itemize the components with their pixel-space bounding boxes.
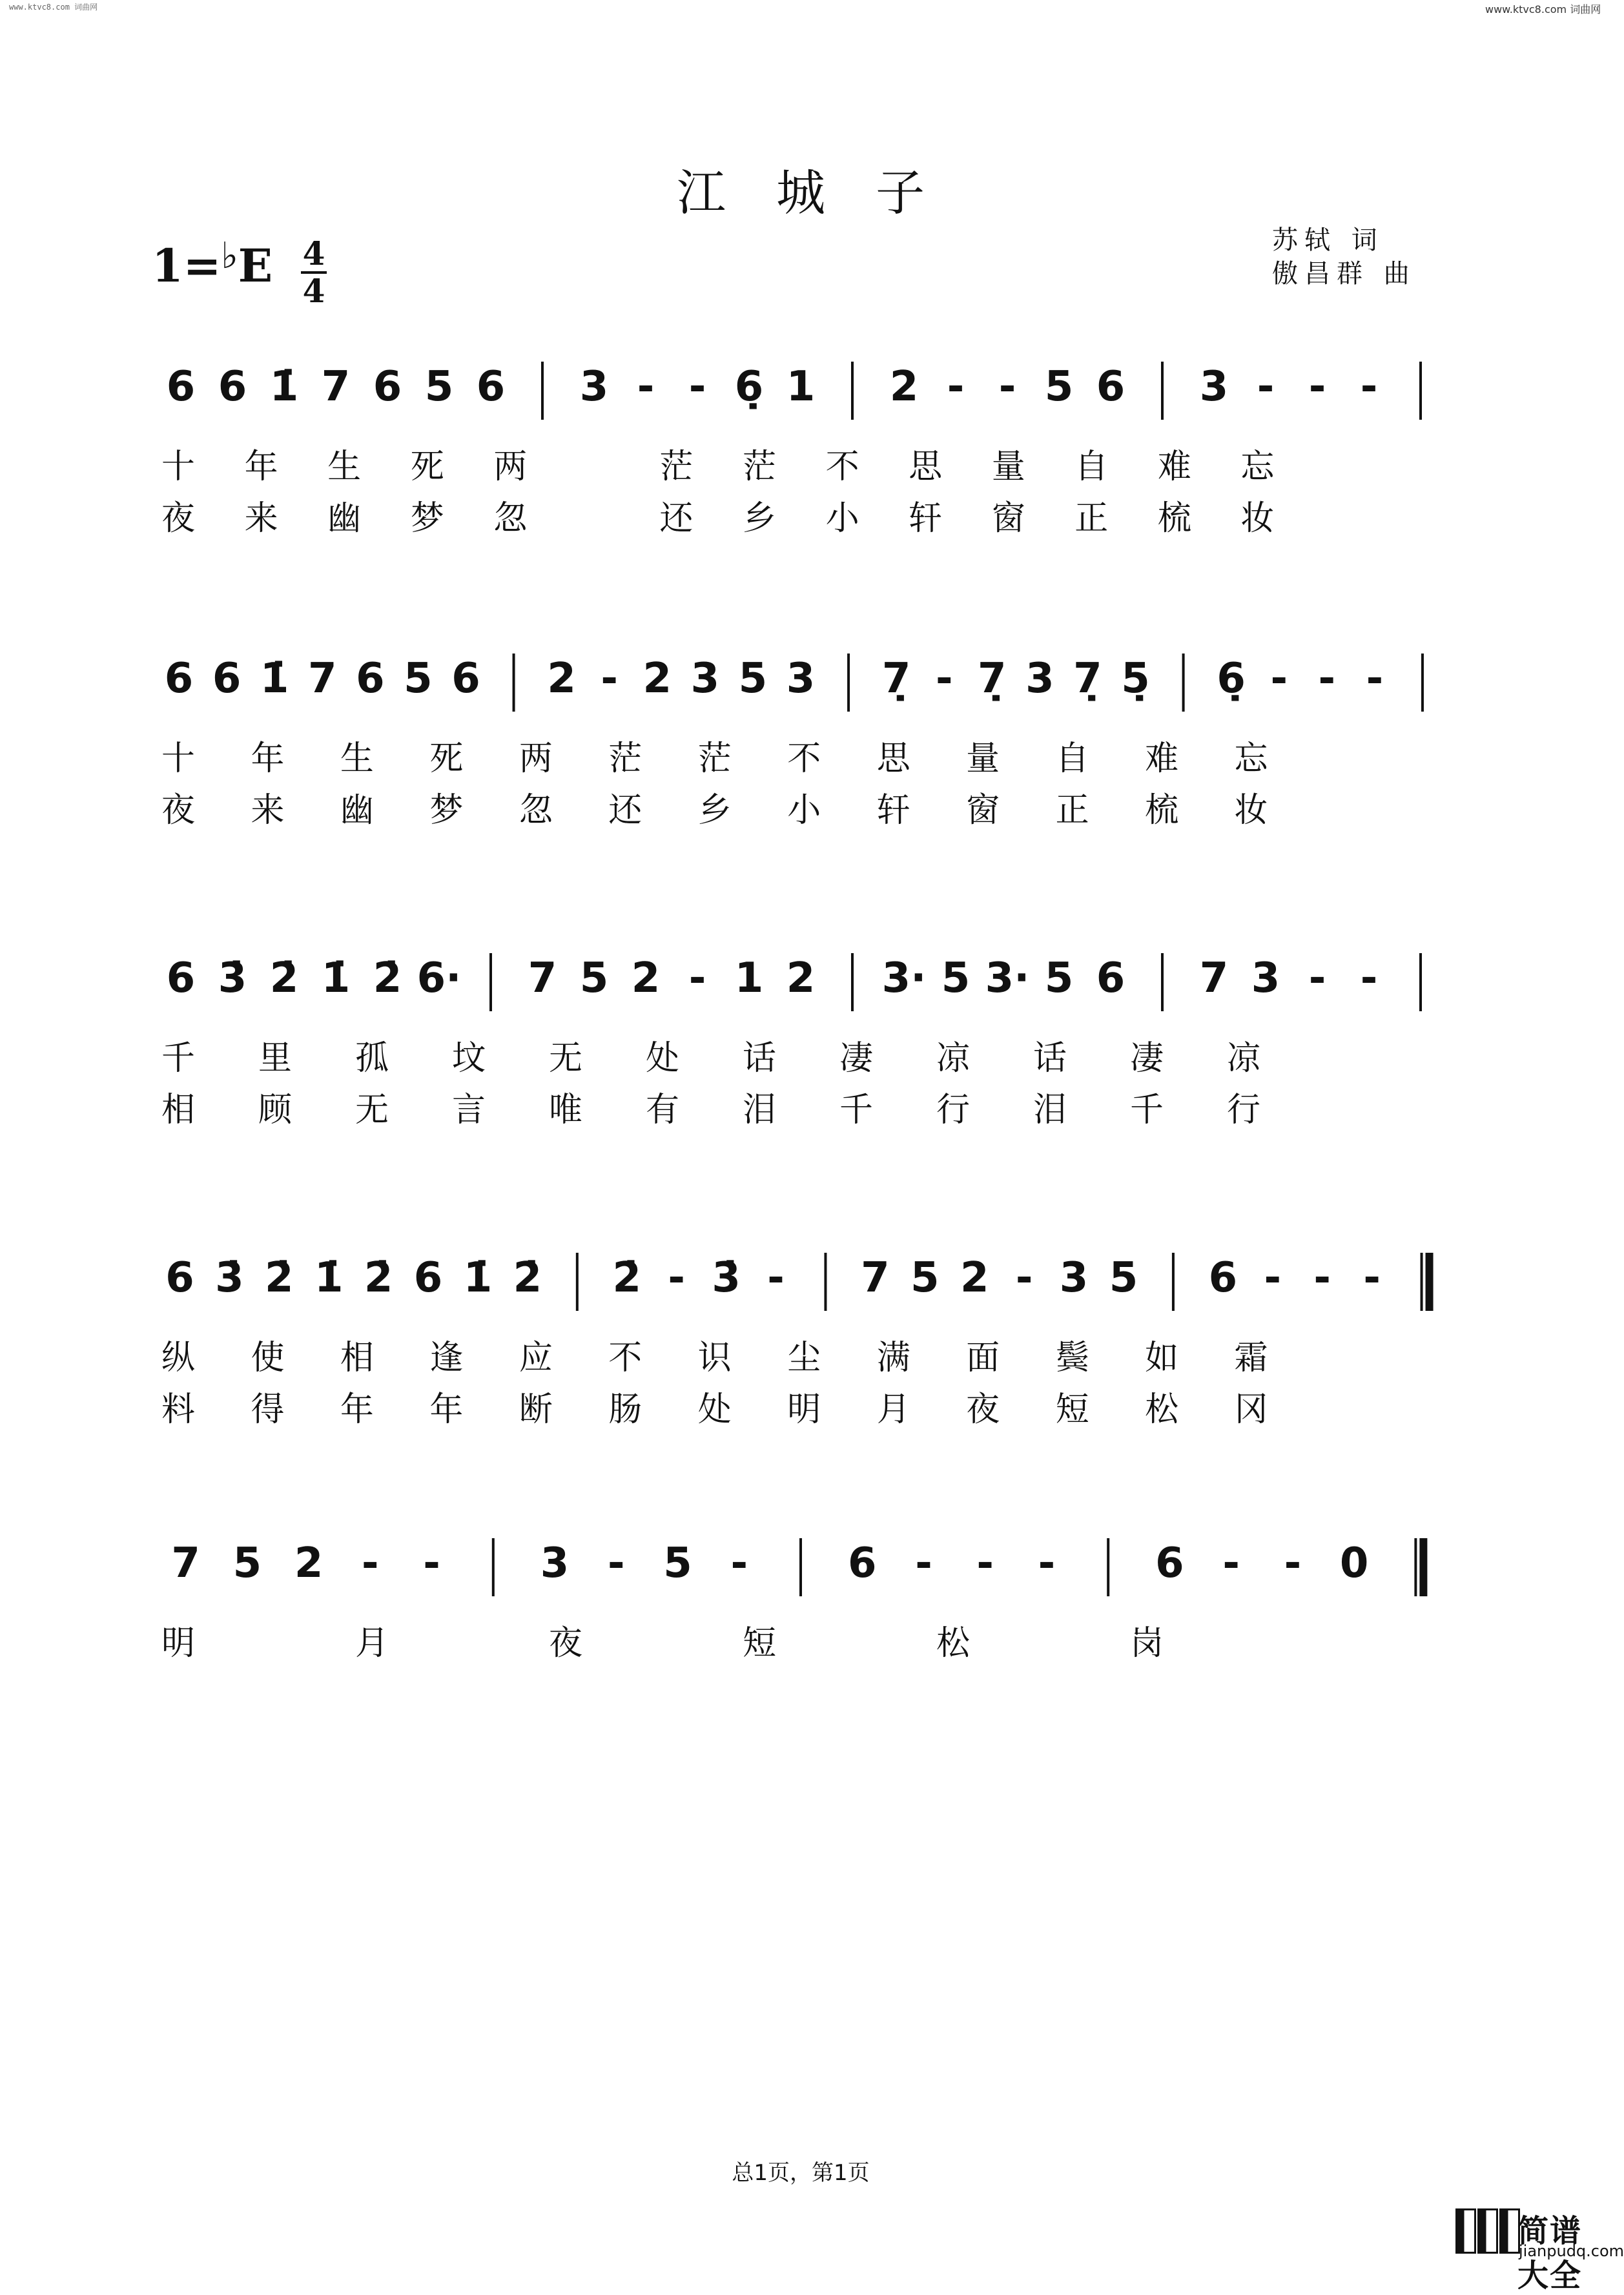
note: 2 bbox=[294, 1539, 324, 1587]
dash: - bbox=[915, 1539, 932, 1587]
flat-sign: ♭ bbox=[221, 235, 238, 277]
note: 3 bbox=[1251, 954, 1280, 1002]
key-prefix: 1= bbox=[152, 239, 221, 293]
lyric-char: 肠 bbox=[608, 1390, 642, 1429]
lyric-char: 冈 bbox=[1234, 1390, 1268, 1429]
lyric-char: 里 bbox=[258, 1039, 293, 1078]
lyric-char: 面 bbox=[966, 1339, 1000, 1377]
note: 5 bbox=[1044, 954, 1074, 1002]
lyric-char: 自 bbox=[1055, 739, 1089, 778]
dash: - bbox=[668, 1254, 685, 1302]
note: 5 bbox=[404, 655, 433, 703]
lyric-char: 行 bbox=[936, 1091, 971, 1129]
note: 6 bbox=[212, 655, 242, 703]
note: 1̇ bbox=[463, 1254, 493, 1302]
lyric-char: 来 bbox=[251, 791, 285, 830]
dash: - bbox=[1366, 655, 1384, 703]
dash: - bbox=[1313, 1254, 1331, 1302]
note: 3 bbox=[579, 363, 609, 411]
note: 1̇ bbox=[269, 363, 299, 411]
note: 6̣ bbox=[1217, 655, 1246, 703]
lyric-char: 不 bbox=[787, 739, 821, 778]
dash: - bbox=[1360, 954, 1378, 1002]
dash: - bbox=[767, 1254, 785, 1302]
lyric-char: 十 bbox=[161, 739, 196, 778]
lyric-char: 乡 bbox=[697, 791, 732, 830]
dash: - bbox=[1318, 655, 1336, 703]
note: 7 bbox=[528, 954, 557, 1002]
note: 2 bbox=[960, 1254, 989, 1302]
lyric-char: 相 bbox=[340, 1339, 374, 1377]
note: 6 bbox=[356, 655, 385, 703]
lyric-char: 幽 bbox=[340, 791, 374, 830]
note: 7̣ bbox=[881, 655, 911, 703]
lyric-char: 月 bbox=[355, 1624, 389, 1663]
lyric-char: 尘 bbox=[787, 1339, 821, 1377]
lyric-char: 无 bbox=[549, 1039, 583, 1078]
lyric-char: 量 bbox=[966, 739, 1000, 778]
note: 1 bbox=[734, 954, 764, 1002]
lyric-char: 凄 bbox=[839, 1039, 874, 1078]
lyric-char: 凉 bbox=[1227, 1039, 1261, 1078]
note: 2̇ bbox=[373, 954, 402, 1002]
note: 6 bbox=[413, 1254, 443, 1302]
lyric-char: 如 bbox=[1145, 1339, 1179, 1377]
note: 1̇ bbox=[314, 1254, 344, 1302]
lyric-char: 茫 bbox=[659, 448, 694, 486]
lyric-char: 凄 bbox=[1130, 1039, 1164, 1078]
lyric-char: 言 bbox=[452, 1091, 486, 1129]
lyric-char: 年 bbox=[244, 448, 278, 486]
lyric-char: 夜 bbox=[161, 791, 196, 830]
lyric-char: 唯 bbox=[549, 1091, 583, 1129]
note: 5 bbox=[232, 1539, 262, 1587]
note: 6 bbox=[451, 655, 480, 703]
dash: - bbox=[362, 1539, 379, 1587]
lyric-char: 得 bbox=[251, 1390, 285, 1429]
piano-logo-icon bbox=[1455, 2208, 1521, 2256]
lyric-char: 忘 bbox=[1240, 448, 1275, 486]
note: 3· bbox=[985, 954, 1030, 1002]
lyric-char: 妆 bbox=[1240, 499, 1275, 538]
lyric-char: 年 bbox=[340, 1390, 374, 1429]
note: 6 bbox=[1096, 954, 1125, 1002]
note: 3 bbox=[1025, 655, 1054, 703]
lyric-char: 死 bbox=[429, 739, 464, 778]
note: 6 bbox=[1155, 1539, 1184, 1587]
lyric-char: 小 bbox=[787, 791, 821, 830]
dash: - bbox=[1270, 655, 1288, 703]
lyric-char: 十 bbox=[161, 448, 196, 486]
lyric-char: 生 bbox=[327, 448, 362, 486]
lyric-char: 难 bbox=[1157, 448, 1191, 486]
lyric-char: 话 bbox=[743, 1039, 777, 1078]
lyric-char: 还 bbox=[608, 791, 642, 830]
note: 7 bbox=[171, 1539, 200, 1587]
lyric-char: 月 bbox=[876, 1390, 910, 1429]
lyricist-credit: 苏轼 词 bbox=[1272, 225, 1384, 255]
dash: - bbox=[935, 655, 953, 703]
note: 5 bbox=[738, 655, 768, 703]
lyric-char: 坟 bbox=[452, 1039, 486, 1078]
note: 3̇ bbox=[218, 954, 247, 1002]
lyric-char: 处 bbox=[697, 1390, 732, 1429]
lyric-char: 识 bbox=[697, 1339, 732, 1377]
lyric-char: 有 bbox=[646, 1091, 680, 1129]
note: 1̇ bbox=[260, 655, 289, 703]
logo-url[interactable]: jianpudq.com bbox=[1519, 2242, 1624, 2260]
dash: - bbox=[998, 363, 1016, 411]
note: 5 bbox=[1044, 363, 1074, 411]
note: 2 bbox=[786, 954, 816, 1002]
lyric-char: 正 bbox=[1074, 499, 1109, 538]
lyric-char: 茫 bbox=[608, 739, 642, 778]
lyric-char: 断 bbox=[519, 1390, 553, 1429]
site-url[interactable]: www.ktvc8.com 词曲网 bbox=[1485, 3, 1601, 15]
note: 7 bbox=[321, 363, 351, 411]
lyric-char: 料 bbox=[161, 1390, 196, 1429]
lyric-char: 乡 bbox=[743, 499, 777, 538]
dash: - bbox=[976, 1539, 994, 1587]
lyric-char: 纵 bbox=[161, 1339, 196, 1377]
note: 6 bbox=[166, 363, 196, 411]
lyric-char: 无 bbox=[355, 1091, 389, 1129]
lyric-char: 自 bbox=[1074, 448, 1109, 486]
lyric-char: 短 bbox=[743, 1624, 777, 1663]
lyric-char: 明 bbox=[787, 1390, 821, 1429]
lyric-char: 妆 bbox=[1234, 791, 1268, 830]
lyric-char: 小 bbox=[825, 499, 859, 538]
dash: - bbox=[1038, 1539, 1056, 1587]
lyric-char: 千 bbox=[839, 1091, 874, 1129]
lyric-char: 逢 bbox=[429, 1339, 464, 1377]
lyric-char: 正 bbox=[1055, 791, 1089, 830]
note: 2 bbox=[889, 363, 919, 411]
note: 7 bbox=[307, 655, 337, 703]
lyric-char: 不 bbox=[608, 1339, 642, 1377]
note: 3 bbox=[1059, 1254, 1089, 1302]
dash: - bbox=[423, 1539, 440, 1587]
note: 7 bbox=[861, 1254, 890, 1302]
note: 3· bbox=[881, 954, 927, 1002]
note: 3 bbox=[1199, 363, 1229, 411]
note: 1̇ bbox=[321, 954, 351, 1002]
lyric-char: 岗 bbox=[1130, 1624, 1164, 1663]
note: 3̇ bbox=[215, 1254, 244, 1302]
lyric-char: 年 bbox=[429, 1390, 464, 1429]
note: 6 bbox=[218, 363, 247, 411]
lyric-char: 顾 bbox=[258, 1091, 293, 1129]
lyric-char: 轩 bbox=[909, 499, 943, 538]
page-footer: 总1页，第1页 bbox=[732, 2160, 870, 2186]
note: 5 bbox=[663, 1539, 692, 1587]
note: 5 bbox=[579, 954, 609, 1002]
lyric-char: 夜 bbox=[549, 1624, 583, 1663]
note: 6 bbox=[165, 1254, 194, 1302]
note: 0 bbox=[1339, 1539, 1369, 1587]
lyric-char: 茫 bbox=[697, 739, 732, 778]
lyric-char: 话 bbox=[1033, 1039, 1067, 1078]
dash: - bbox=[688, 954, 706, 1002]
lyric-char: 霜 bbox=[1234, 1339, 1268, 1377]
lyric-char: 处 bbox=[646, 1039, 680, 1078]
composer-credit: 傲昌群 曲 bbox=[1272, 259, 1416, 289]
note: 7 bbox=[1199, 954, 1229, 1002]
note: 5 bbox=[941, 954, 971, 1002]
note: 6 bbox=[166, 954, 196, 1002]
note: 2̇ bbox=[612, 1254, 642, 1302]
lyric-char: 松 bbox=[936, 1624, 971, 1663]
note: 2 bbox=[642, 655, 672, 703]
dash: - bbox=[608, 1539, 625, 1587]
lyric-char: 年 bbox=[251, 739, 285, 778]
dash: - bbox=[947, 363, 965, 411]
lyric-char: 难 bbox=[1145, 739, 1179, 778]
lyric-char: 窗 bbox=[991, 499, 1025, 538]
dash: - bbox=[688, 363, 706, 411]
note: 5 bbox=[910, 1254, 940, 1302]
note: 6̣ bbox=[734, 363, 764, 411]
lyric-char: 量 bbox=[991, 448, 1025, 486]
lyric-char: 梳 bbox=[1157, 499, 1191, 538]
lyric-char: 梦 bbox=[429, 791, 464, 830]
logo-name[interactable]: 简谱大全 bbox=[1517, 2213, 1583, 2294]
lyric-char: 鬓 bbox=[1055, 1339, 1089, 1377]
lyric-char: 千 bbox=[161, 1039, 196, 1078]
lyric-char: 生 bbox=[340, 739, 374, 778]
note: 6 bbox=[1208, 1254, 1238, 1302]
lyric-char: 忽 bbox=[519, 791, 553, 830]
lyric-char: 思 bbox=[876, 739, 910, 778]
dash: - bbox=[1264, 1254, 1282, 1302]
lyric-char: 不 bbox=[825, 448, 859, 486]
source-watermark: www.ktvc8.com 词曲网 bbox=[9, 3, 98, 12]
note: 5̣ bbox=[1121, 655, 1150, 703]
note: 2 bbox=[631, 954, 661, 1002]
dash: - bbox=[1284, 1539, 1302, 1587]
note: 2̇ bbox=[364, 1254, 393, 1302]
lyric-char: 死 bbox=[410, 448, 444, 486]
lyric-char: 来 bbox=[244, 499, 278, 538]
dash: - bbox=[1015, 1254, 1033, 1302]
dash: - bbox=[1363, 1254, 1381, 1302]
lyric-char: 梳 bbox=[1145, 791, 1179, 830]
lyric-char: 应 bbox=[519, 1339, 553, 1377]
note: 6· bbox=[416, 954, 462, 1002]
lyric-char: 梦 bbox=[410, 499, 444, 538]
lyric-char: 幽 bbox=[327, 499, 362, 538]
note: 2̇ bbox=[269, 954, 299, 1002]
lyric-char: 泪 bbox=[743, 1091, 777, 1129]
note: 3 bbox=[540, 1539, 570, 1587]
lyric-char: 行 bbox=[1227, 1091, 1261, 1129]
lyric-char: 两 bbox=[493, 448, 528, 486]
note: 2 bbox=[547, 655, 576, 703]
dash: - bbox=[1222, 1539, 1240, 1587]
note: 6 bbox=[373, 363, 402, 411]
dash: - bbox=[637, 363, 655, 411]
note: 2̇ bbox=[513, 1254, 542, 1302]
note: 6 bbox=[476, 363, 506, 411]
note: 1 bbox=[786, 363, 816, 411]
note: 3 bbox=[690, 655, 720, 703]
note: 6 bbox=[1096, 363, 1125, 411]
lyric-char: 明 bbox=[161, 1624, 196, 1663]
note: 5 bbox=[1109, 1254, 1138, 1302]
lyric-char: 茫 bbox=[743, 448, 777, 486]
lyric-char: 凉 bbox=[936, 1039, 971, 1078]
note: 3̇ bbox=[712, 1254, 741, 1302]
note: 2̇ bbox=[265, 1254, 294, 1302]
note: 6 bbox=[164, 655, 194, 703]
lyric-char: 短 bbox=[1055, 1390, 1089, 1429]
lyric-char: 千 bbox=[1130, 1091, 1164, 1129]
key-note: E bbox=[238, 239, 273, 293]
note: 6 bbox=[847, 1539, 877, 1587]
lyric-char: 孤 bbox=[355, 1039, 389, 1078]
dash: - bbox=[1308, 954, 1326, 1002]
lyric-char: 夜 bbox=[966, 1390, 1000, 1429]
lyric-char: 泪 bbox=[1033, 1091, 1067, 1129]
note: 3 bbox=[786, 655, 816, 703]
dash: - bbox=[730, 1539, 748, 1587]
lyric-char: 思 bbox=[909, 448, 943, 486]
lyric-char: 窗 bbox=[966, 791, 1000, 830]
note: 7̣ bbox=[978, 655, 1007, 703]
lyric-char: 忽 bbox=[493, 499, 528, 538]
meter-bottom: 4 bbox=[302, 272, 325, 310]
lyric-char: 满 bbox=[876, 1339, 910, 1377]
lyric-char: 使 bbox=[251, 1339, 285, 1377]
lyric-char: 忘 bbox=[1234, 739, 1268, 778]
lyric-char: 相 bbox=[161, 1091, 196, 1129]
note: 7̣ bbox=[1073, 655, 1102, 703]
dash: - bbox=[1360, 363, 1378, 411]
song-title: 江城子 bbox=[677, 164, 975, 221]
note: 5 bbox=[424, 363, 454, 411]
lyric-char: 两 bbox=[519, 739, 553, 778]
dash: - bbox=[601, 655, 618, 703]
lyric-char: 松 bbox=[1145, 1390, 1179, 1429]
meter-top: 4 bbox=[302, 234, 325, 273]
lyric-char: 夜 bbox=[161, 499, 196, 538]
lyric-char: 轩 bbox=[876, 791, 910, 830]
lyric-char: 还 bbox=[659, 499, 694, 538]
dash: - bbox=[1257, 363, 1275, 411]
dash: - bbox=[1308, 363, 1326, 411]
